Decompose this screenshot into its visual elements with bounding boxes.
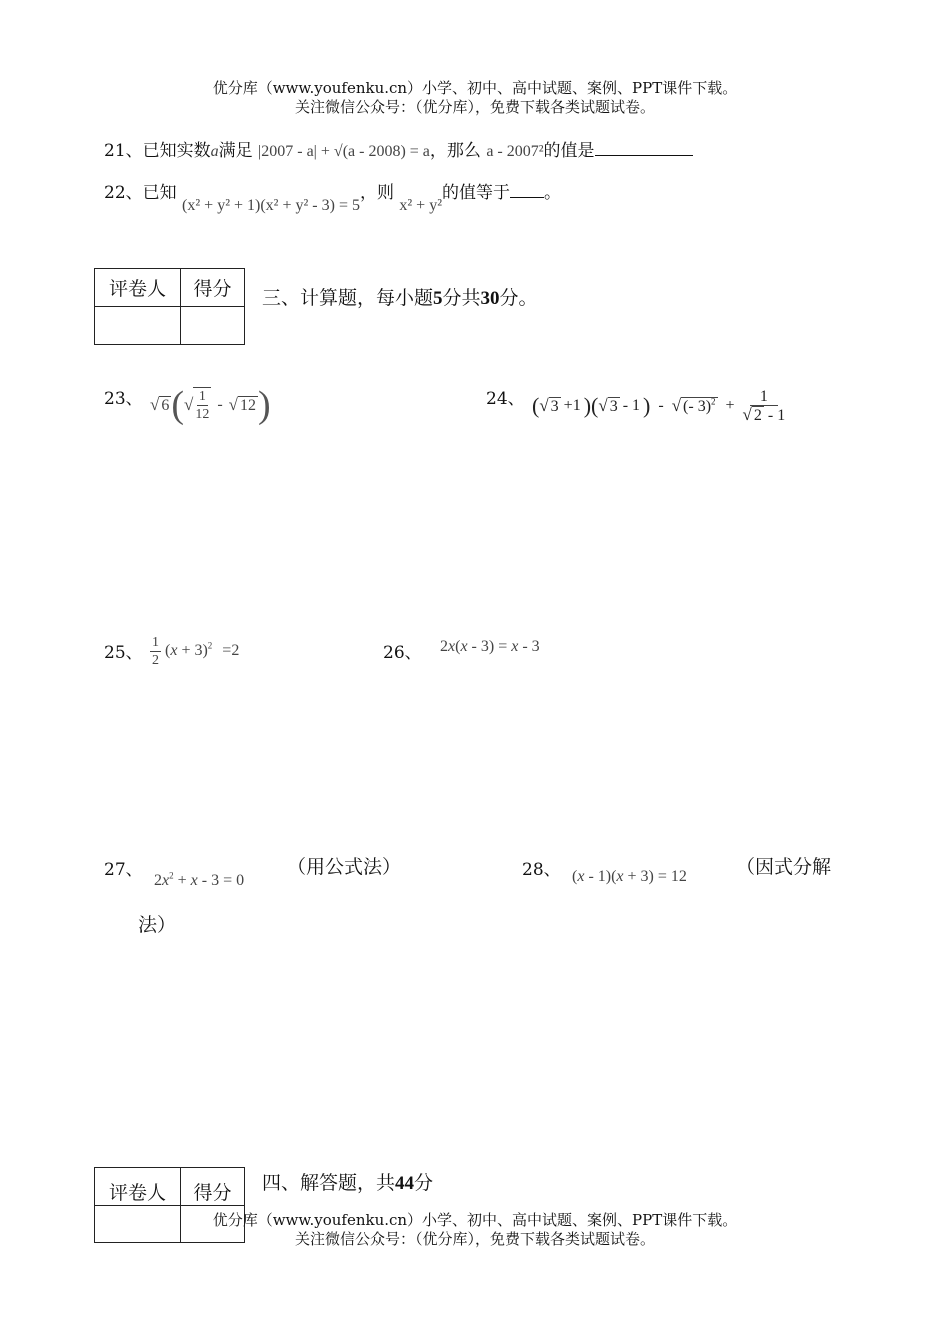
question-24-number: 24、 (486, 389, 525, 409)
question-text: 已知 (142, 183, 177, 203)
points-total: 30 (480, 288, 500, 309)
score-label: 得分 (181, 1168, 245, 1206)
question-28-expression: (x - 1)(x + 3) = 12 (572, 868, 687, 885)
question-text: 。 (544, 183, 561, 203)
footer-line-2: 关注微信公众号：（优分库），免费下载各类试题试卷。 (294, 1230, 655, 1248)
equation: (x² + y² + 1)(x² + y² - 3) = 5 (182, 197, 360, 214)
question-27-method: （用公式法） (287, 856, 402, 878)
question-text: 满足 (218, 141, 253, 161)
question-text: 的值等于 (442, 183, 510, 203)
question-28-method-cont: 法） (138, 914, 177, 936)
question-number: 21、 (104, 141, 143, 161)
grader-label: 评卷人 (95, 1168, 181, 1206)
question-26-number: 26、 (383, 643, 422, 663)
question-23-expression: √ 6 ( √ $\frac{1}{12}$ - √ 12 ) (150, 384, 271, 426)
points-each: 5 (433, 288, 443, 309)
question-number: 22、 (104, 183, 143, 203)
question-28-number: 28、 (522, 860, 561, 880)
question-25-number: 25、 (104, 643, 143, 663)
grader-label: 评卷人 (95, 269, 181, 307)
answer-blank[interactable] (595, 141, 693, 156)
question-25-expression: $\frac{1}{2}$ $(x + 3)^2$ =2 (152, 634, 240, 668)
equation: |2007 - a| + √(a - 2008) = a (258, 143, 430, 160)
question-27-number: 27、 (104, 860, 143, 880)
question-text: 已知实数 (142, 141, 211, 161)
question-24-expression: ( √ 3 +1 )( √ 3 - 1 ) - √ (- 3)$^2$ + $\frac{1}{√ 2 - 1}$ (532, 388, 786, 424)
section-4-title (262, 1168, 433, 1195)
points-total: 44 (395, 1173, 415, 1194)
expression: a - 2007² (486, 143, 544, 160)
score-label: 得分 (181, 269, 245, 307)
section-title-text: 分。 (499, 287, 538, 309)
question-23-number: 23、 (104, 389, 143, 409)
expression: x² + y² (399, 197, 442, 214)
grader-cell[interactable] (95, 307, 181, 345)
question-22 (104, 178, 561, 214)
score-cell[interactable] (181, 307, 245, 345)
answer-blank[interactable] (510, 183, 544, 198)
section-title-text: 三、计算题，每小题 (262, 287, 434, 309)
section-title-text: 分共 (442, 287, 481, 309)
header-line-2: 关注微信公众号：（优分库），免费下载各类试题试卷。 (294, 98, 655, 116)
question-text: ，那么 (429, 141, 481, 161)
section-3-title (262, 283, 538, 310)
question-26-expression: 2x(x - 3) = x - 3 (440, 638, 540, 655)
variable-a: a (210, 143, 219, 160)
question-28-method: （因式分解 (736, 856, 832, 878)
question-text: ，则 (359, 183, 394, 203)
section-title-text: 四、解答题，共 (262, 1172, 396, 1194)
section-title-text: 分 (414, 1172, 434, 1194)
question-27-expression: $2x^2 + x - 3 = 0$ (154, 870, 245, 889)
footer-line-1: 优分库（www.youfenku.cn）小学、初中、高中试题、案例、PPT课件下载。 (212, 1211, 738, 1229)
score-table (94, 268, 245, 345)
header-line-1: 优分库（www.youfenku.cn）小学、初中、高中试题、案例、PPT课件下载。 (212, 79, 738, 97)
question-21 (104, 136, 693, 161)
question-text: 的值是 (543, 141, 595, 161)
